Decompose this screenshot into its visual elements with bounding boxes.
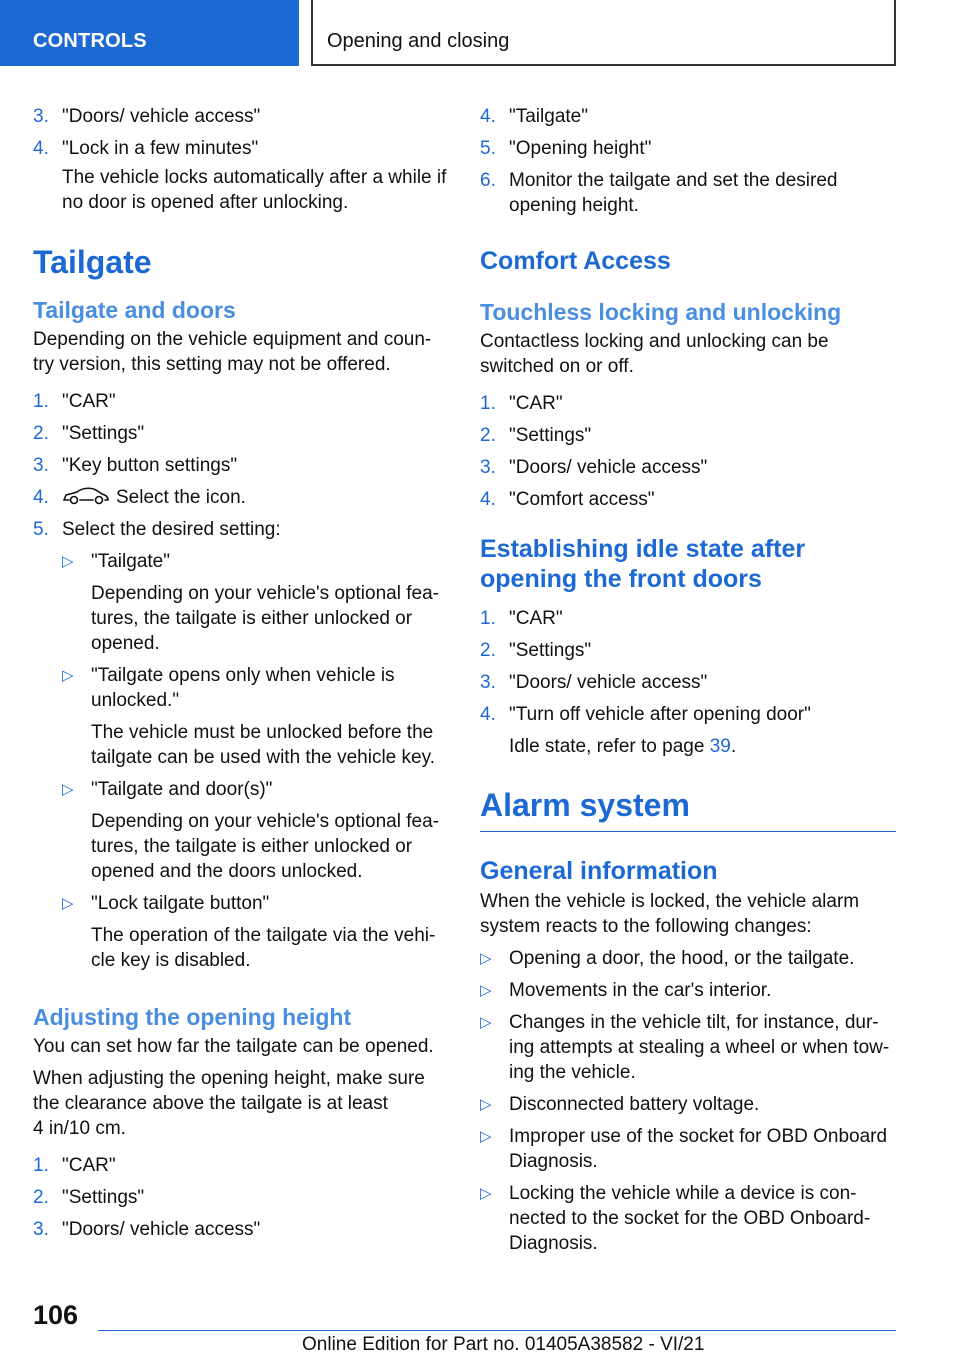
list-item: 3. "Doors/ vehicle access" — [33, 106, 261, 127]
list-item: 4. "Tailgate" — [480, 106, 588, 127]
list-item: 2. "Settings" — [480, 640, 592, 661]
triangle-right-icon: ▷ — [480, 950, 492, 967]
adjust-text: When adjusting the opening height, make sure the clearance above the tailgate is at least 4 in/10 cm. — [33, 1068, 425, 1139]
chapter-title: Opening and closing — [327, 30, 510, 52]
edition-text: Online Edition for Part no. 01405A38582 - VI/21 — [302, 1334, 705, 1355]
heading-adjust-height: Adjusting the opening height — [33, 1004, 352, 1030]
list-item: 1. "CAR" — [33, 1155, 116, 1176]
triangle-right-icon: ▷ — [62, 667, 74, 684]
section-label: CONTROLS — [33, 30, 147, 52]
option-item: ▷ "Lock tailgate button" The operation of the tailgate via the vehi-cle key is disabled. — [62, 893, 436, 971]
triangle-right-icon: ▷ — [480, 1014, 492, 1031]
right-column — [480, 104, 895, 1263]
intro-text: Depending on the vehicle equipment and coun-try version, this setting may not be offered. — [33, 329, 432, 375]
car-icon — [62, 485, 110, 507]
section-tab — [0, 0, 299, 66]
touchless-text: Contactless locking and unlocking can be switched on or off. — [480, 331, 829, 377]
list-item: 4. Select the icon. — [33, 487, 246, 508]
list-item: 3. "Doors/ vehicle access" — [480, 457, 708, 478]
heading-general-info: General information — [480, 857, 718, 885]
list-item: 3. "Key button settings" — [33, 455, 238, 476]
bullet-item: ▷ Changes in the vehicle tilt, for instance, dur-ing attempts at stealing a wheel or when tow-ing the vehicle. — [480, 1012, 890, 1083]
triangle-right-icon: ▷ — [480, 1096, 492, 1113]
idle-reference: Idle state, refer to page 39. — [509, 736, 737, 757]
triangle-right-icon: ▷ — [480, 982, 492, 999]
list-item: 2. "Settings" — [480, 425, 592, 446]
bullet-item: ▷ Locking the vehicle while a device is con-nected to the socket for the OBD Onboard-Diagnosis. — [480, 1183, 871, 1254]
heading-tailgate: Tailgate — [33, 244, 152, 280]
heading-alarm-system: Alarm system — [480, 785, 896, 832]
heading-touchless: Touchless locking and unlocking — [480, 299, 842, 325]
triangle-right-icon: ▷ — [62, 781, 74, 798]
triangle-right-icon: ▷ — [62, 895, 74, 912]
footer-divider — [98, 1330, 896, 1331]
bullet-item: ▷ Opening a door, the hood, or the tailgate. — [480, 948, 855, 969]
adjust-text: You can set how far the tailgate can be opened. — [33, 1036, 434, 1057]
bullet-item: ▷ Movements in the car's interior. — [480, 980, 772, 1001]
bullet-item: ▷ Disconnected battery voltage. — [480, 1094, 760, 1115]
list-item: 3. "Doors/ vehicle access" — [480, 672, 708, 693]
note-text: The vehicle locks automatically after a while if no door is opened after unlocking. — [62, 167, 447, 213]
list-item: 1. "CAR" — [480, 393, 563, 414]
page-number: 106 — [33, 1300, 79, 1330]
list-item: 6. Monitor the tailgate and set the desired opening height. — [480, 170, 838, 216]
option-item: ▷ "Tailgate" Depending on your vehicle's optional fea-tures, the tailgate is either unlocked or opened. — [62, 551, 439, 654]
option-item: ▷ "Tailgate opens only when vehicle is unlocked." The vehicle must be unlocked before the tailgate can be used with the vehicle key. — [62, 665, 435, 768]
list-item: 4. "Turn off vehicle after opening door" — [480, 704, 811, 725]
option-item: ▷ "Tailgate and door(s)" Depending on your vehicle's optional fea-tures, the tailgate is either unlocked or opened and the doors unlocked. — [62, 779, 439, 882]
list-item: 1. "CAR" — [480, 608, 563, 629]
general-text: When the vehicle is locked, the vehicle alarm system reacts to the following changes: — [480, 891, 860, 937]
bullet-item: ▷ Improper use of the socket for OBD Onboard Diagnosis. — [480, 1126, 888, 1172]
list-item: 3. "Doors/ vehicle access" — [33, 1219, 261, 1240]
options-list — [33, 549, 448, 973]
heading-tailgate-doors: Tailgate and doors — [33, 297, 236, 323]
heading-comfort-access: Comfort Access — [480, 247, 671, 275]
list-item: 5. Select the desired setting: — [33, 519, 281, 540]
list-item: 4. "Lock in a few minutes" — [33, 138, 259, 159]
chapter-tab — [311, 0, 896, 66]
triangle-right-icon: ▷ — [62, 553, 74, 570]
list-item: 2. "Settings" — [33, 423, 145, 444]
triangle-right-icon: ▷ — [480, 1185, 492, 1202]
list-item: 5. "Opening height" — [480, 138, 652, 159]
left-column — [33, 104, 448, 1249]
list-item: 4. "Comfort access" — [480, 489, 655, 510]
page-link[interactable]: 39 — [709, 736, 731, 757]
list-item: 2. "Settings" — [33, 1187, 145, 1208]
triangle-right-icon: ▷ — [480, 1128, 492, 1145]
heading-idle-state: Establishing idle state after opening the front doors — [480, 535, 806, 593]
page-header — [0, 0, 960, 66]
list-item: 1. "CAR" — [33, 391, 116, 412]
